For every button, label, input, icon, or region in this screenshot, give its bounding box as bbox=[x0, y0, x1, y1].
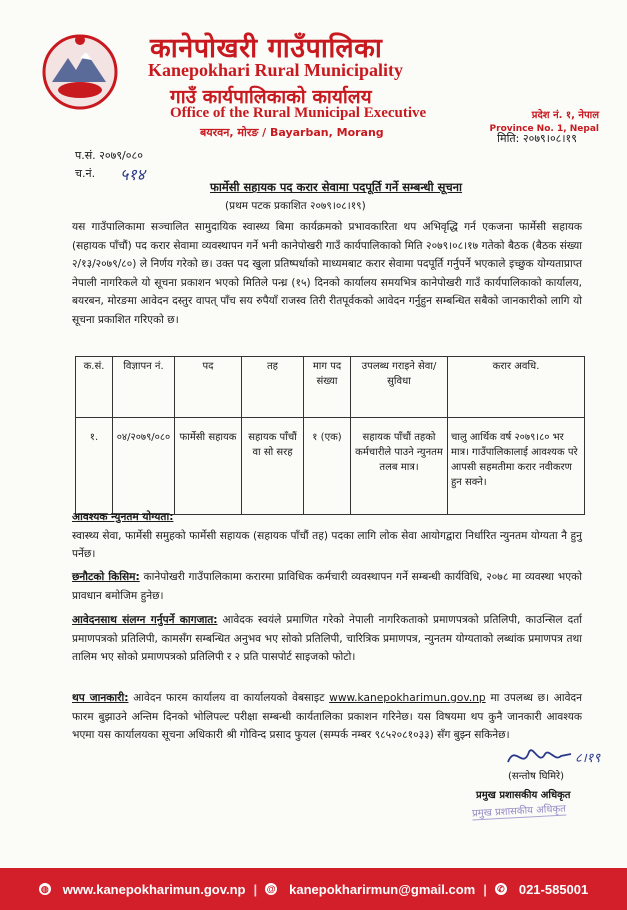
globe-icon: ◍ bbox=[39, 883, 51, 895]
selection-text: कानेपोखरी गाउँपालिकामा करारमा प्राविधिक कर्मचारी व्यवस्थापन गर्ने सम्बन्धी कार्यविधि, २०७८ मा व्यवस्था भएको प्रावधान बमोजिम हुनेछ। bbox=[72, 571, 582, 602]
col-post: पद bbox=[175, 357, 242, 418]
municipality-name-en: Kanepokhari Rural Municipality bbox=[148, 60, 404, 80]
patra-sankhya: प.सं. २०७९/०८० bbox=[75, 149, 143, 162]
cell-serial: १. bbox=[76, 418, 113, 515]
email-icon: @ bbox=[266, 884, 276, 894]
info-text-1: आवेदन फारम कार्यालय वा कार्यालयको वेबसाइट bbox=[133, 692, 325, 704]
chalani-number: ५१४ bbox=[120, 165, 145, 184]
footer-website[interactable]: www.kanepokharimun.gov.np bbox=[62, 881, 246, 897]
qualification-section bbox=[72, 508, 582, 564]
official-stamp: प्रमुख प्रशासकीय अधिकृत bbox=[472, 801, 567, 821]
footer-separator: | bbox=[483, 881, 487, 897]
documents-text: आवेदक स्वयंले प्रमाणित गरेको नेपाली नागरिकताको प्रमाणपत्रको प्रतिलिपी, काउन्सिल दर्ता प्रमाणपत्रको प्रतिलिपी, कामसँग सम्बन्धित अनुभव भए सोको प्रतिलिपी, चारित्रिक प्रमाणपत्र, न्युनतम योग्यताको लब्धांक प्रमाणपत्र तथा तालिम भए सोको प्रमाणपत्रको प्रतिलिपी र २ प्रति पासपोर्ट साइजको फोटो। bbox=[72, 614, 583, 663]
signatory-name: (सन्तोष घिमिरे) bbox=[508, 771, 565, 782]
documents-section bbox=[72, 611, 582, 667]
municipality-name-np: कानेपोखरी गाउँपालिका bbox=[150, 33, 383, 64]
footer-phone[interactable]: 021-585001 bbox=[518, 881, 589, 897]
office-name-en: Office of the Rural Municipal Executive bbox=[170, 105, 427, 121]
footer-separator: | bbox=[253, 881, 258, 897]
letterhead bbox=[0, 0, 627, 150]
cell-facility: सहायक पाँचौं तहको कर्मचारीले पाउने न्युनतम तलब मात्र। bbox=[351, 418, 448, 515]
col-duration: करार अवधि. bbox=[448, 357, 585, 418]
notice-subject: फार्मेसी सहायक पद करार सेवामा पदपूर्ति गर्ने सम्बन्धी सूचना bbox=[210, 180, 463, 194]
selection-title: छनौटको किसिम: bbox=[72, 571, 140, 583]
nepal-emblem-icon bbox=[40, 32, 120, 112]
footer-bar bbox=[0, 868, 627, 910]
documents-title: आवेदनसाथ संलग्न गर्नुपर्ने कागजात: bbox=[72, 614, 218, 626]
intro-paragraph: यस गाउँपालिकामा सञ्चालित सामुदायिक स्वास्थ्य बिमा कार्यक्रमको प्रभावकारिता थप अभिवृद्धि गर्न एकजना फार्मेसी सहायक (सहायक पाँचौं) पद करार सेवामा व्यवस्थापन गर्ने भनी कानेपोखरी गाउँ कार्यपालिकाको मिति २०७९।०८।१७ गतेको बैठक (बैठक संख्या २/१३/२०७९/८०) ले निर्णय गरेको छ। उक्त पद खुला प्रतिष्पर्धाको माध्यमबाट करार सेवामा पदपूर्ति गर्नुपर्ने भएकाले इच्छुक योग्यताप्राप्त नेपाली नागरिकले यो सूचना प्रकाशन भएको मितिले पन्ध्र (१५) दिनको कार्यालय समयभित्र कानेपोखरी गाउँ कार्यपालिकाको कार्यालय, बयरबन, मोरङमा आवेदन दस्तुर वापत् पाँच सय रुपैयाँ राजस्व तिरी रीतपूर्वकको आवेदन गर्नुहुन सम्बन्धित सबैको जानकारीको लागि यो सूचना प्रकाशित गरिएको छ। bbox=[72, 221, 582, 326]
province-label bbox=[490, 107, 599, 134]
province-np: प्रदेश नं. १, नेपाल bbox=[531, 110, 599, 121]
cell-duration: चालु आर्थिक वर्ष २०७९।८० भर मात्र। गाउँपालिकालाई आवश्यक परे आपसी सहमतीमा करार नवीकरण हुन सक्ने। bbox=[448, 418, 585, 515]
office-name-np: गाउँ कार्यपालिकाको कार्यालय bbox=[170, 86, 372, 108]
footer-email[interactable]: kanepokharirmun@gmail.com bbox=[289, 881, 476, 897]
col-facility: उपलब्ध गराइने सेवा/सुविधा bbox=[351, 357, 448, 418]
col-count: माग पद संख्या bbox=[304, 357, 351, 418]
phone-icon: ✆ bbox=[495, 883, 507, 895]
chalani-label: च.नं. bbox=[75, 167, 96, 180]
info-title: थप जानकारी: bbox=[72, 692, 129, 704]
selection-section bbox=[72, 568, 582, 605]
table-header-row bbox=[76, 357, 585, 418]
cell-count: १ (एक) bbox=[304, 418, 351, 515]
col-serial: क.सं. bbox=[76, 357, 113, 418]
vacancy-table bbox=[75, 356, 585, 515]
qualification-text: स्वास्थ्य सेवा, फार्मेसी समुहको फार्मेसी सहायक (सहायक पाँचौं तह) पदका लागि लोक सेवा आयोगद्वारा निर्धारित न्युनतम योग्यता नै हुनु पर्नेछ। bbox=[72, 529, 582, 560]
cell-post: फार्मेसी सहायक bbox=[175, 418, 242, 515]
table-row bbox=[76, 418, 585, 515]
qualification-title: आवश्यक न्युनतम योग्यता: bbox=[72, 511, 174, 523]
office-address: बयरवन, मोरङ / Bayarban, Morang bbox=[200, 126, 384, 139]
cell-level: सहायक पाँचौं वा सो सरह bbox=[242, 418, 304, 515]
notice-date: मिति: २०७९।०८।१९ bbox=[497, 132, 577, 145]
info-text-2: मा उपलब्ध छ। आवेदन फारम बुझाउने अन्तिम दिनको भोलिपल्ट परीक्षा सम्बन्धी कार्यतालिका प्रकाशन गरिनेछ। यस विषयमा थप कुनै जानकारी आवश्यक भएमा यस कार्यालयका सूचना अधिकारी श्री गोविन्द प्रसाद फुयल (सम्पर्क नम्बर ९८५२०८१०३३) सँग बुझ्न सकिनेछ। bbox=[72, 692, 582, 741]
info-section bbox=[72, 689, 582, 745]
province-en: Province No. 1, Nepal bbox=[489, 124, 599, 134]
info-website-link[interactable]: www.kanepokharimun.gov.np bbox=[329, 692, 486, 704]
cell-advert-no: ०४/२०७९/०८० bbox=[113, 418, 175, 515]
signatory-role: प्रमुख प्रशासकीय अधिकृत bbox=[476, 790, 571, 801]
published-date: (प्रथम पटक प्रकाशित २०७९।०८।१९) bbox=[225, 200, 366, 212]
signature-date: ८।१९ bbox=[575, 751, 601, 766]
col-level: तह bbox=[242, 357, 304, 418]
col-advert-no: विज्ञापन नं. bbox=[113, 357, 175, 418]
